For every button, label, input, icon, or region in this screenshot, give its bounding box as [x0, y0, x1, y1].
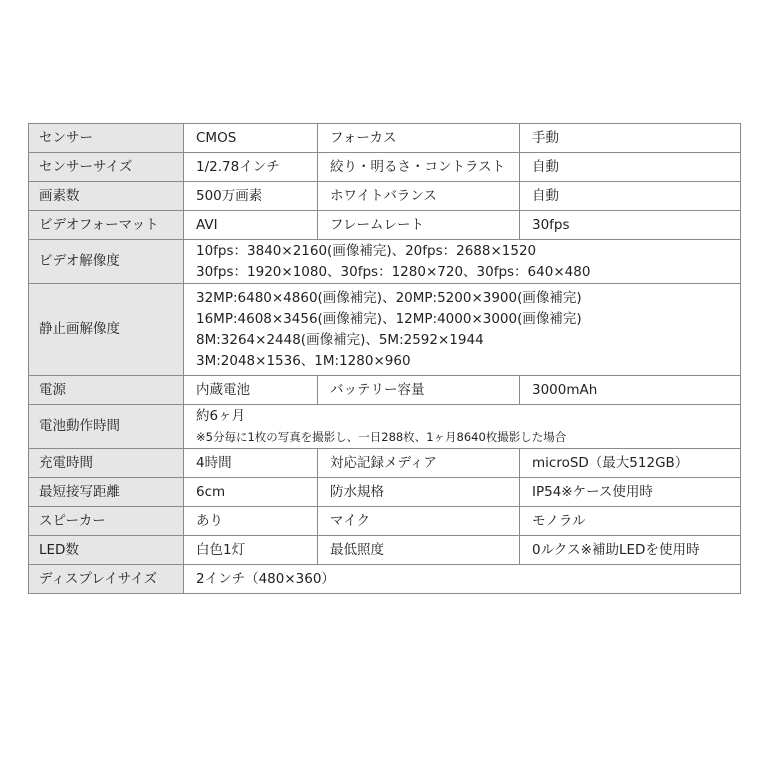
spec-value: 1/2.78インチ	[184, 153, 318, 182]
spec-value: 自動	[520, 182, 741, 211]
spec-value-multiline	[184, 284, 741, 376]
table-row	[29, 211, 741, 240]
table-row	[29, 284, 741, 376]
spec-line: 3M:2048×1536、1M:1280×960	[196, 352, 411, 369]
spec-label: センサー	[29, 124, 184, 153]
spec-label: スピーカー	[29, 507, 184, 536]
spec-label: センサーサイズ	[29, 153, 184, 182]
spec-value: CMOS	[184, 124, 318, 153]
table-row	[29, 240, 741, 284]
spec-line: 30fps：1920×1080、30fps：1280×720、30fps：640×480	[196, 263, 591, 280]
spec-table	[28, 123, 741, 594]
spec-value: 自動	[520, 153, 741, 182]
spec-value: 30fps	[520, 211, 741, 240]
spec-line: 16MP:4608×3456(画像補完)、12MP:4000×3000(画像補完)	[196, 310, 582, 327]
spec-note: ※5分毎に1枚の写真を撮影し、一日288枚、1ヶ月8640枚撮影した場合	[196, 429, 567, 444]
spec-label: 防水規格	[318, 478, 520, 507]
spec-value: 2インチ（480×360）	[184, 565, 741, 594]
spec-label: 画素数	[29, 182, 184, 211]
spec-value: IP54※ケース使用時	[520, 478, 741, 507]
table-row	[29, 478, 741, 507]
table-row	[29, 449, 741, 478]
spec-line: 約6ヶ月	[196, 407, 246, 424]
spec-label: ディスプレイサイズ	[29, 565, 184, 594]
table-row	[29, 507, 741, 536]
spec-value: 4時間	[184, 449, 318, 478]
table-row	[29, 153, 741, 182]
spec-label: ビデオ解像度	[29, 240, 184, 284]
table-row	[29, 405, 741, 449]
spec-value-multiline	[184, 240, 741, 284]
spec-value: microSD（最大512GB）	[520, 449, 741, 478]
spec-label: 絞り・明るさ・コントラスト	[318, 153, 520, 182]
spec-value: 6cm	[184, 478, 318, 507]
spec-label: ビデオフォーマット	[29, 211, 184, 240]
spec-label: 最短接写距離	[29, 478, 184, 507]
spec-value: 手動	[520, 124, 741, 153]
spec-label: LED数	[29, 536, 184, 565]
spec-label: 対応記録メディア	[318, 449, 520, 478]
spec-label: フォーカス	[318, 124, 520, 153]
spec-value: AVI	[184, 211, 318, 240]
spec-label: フレームレート	[318, 211, 520, 240]
spec-label: 静止画解像度	[29, 284, 184, 376]
spec-line: 10fps：3840×2160(画像補完)、20fps：2688×1520	[196, 242, 537, 259]
spec-line: 32MP:6480×4860(画像補完)、20MP:5200×3900(画像補完)	[196, 289, 582, 306]
table-row	[29, 536, 741, 565]
spec-label: 電池動作時間	[29, 405, 184, 449]
spec-label: 充電時間	[29, 449, 184, 478]
spec-value: 白色1灯	[184, 536, 318, 565]
spec-value-multiline	[184, 405, 741, 449]
spec-label: マイク	[318, 507, 520, 536]
table-row	[29, 376, 741, 405]
spec-value: あり	[184, 507, 318, 536]
spec-line: 8M:3264×2448(画像補完)、5M:2592×1944	[196, 331, 484, 348]
spec-label: ホワイトバランス	[318, 182, 520, 211]
spec-value: モノラル	[520, 507, 741, 536]
table-row	[29, 124, 741, 153]
table-row	[29, 565, 741, 594]
spec-label: 電源	[29, 376, 184, 405]
spec-value: 内蔵電池	[184, 376, 318, 405]
spec-label: バッテリー容量	[318, 376, 520, 405]
spec-value: 0ルクス※補助LEDを使用時	[520, 536, 741, 565]
table-row	[29, 182, 741, 211]
spec-value: 500万画素	[184, 182, 318, 211]
spec-label: 最低照度	[318, 536, 520, 565]
spec-value: 3000mAh	[520, 376, 741, 405]
